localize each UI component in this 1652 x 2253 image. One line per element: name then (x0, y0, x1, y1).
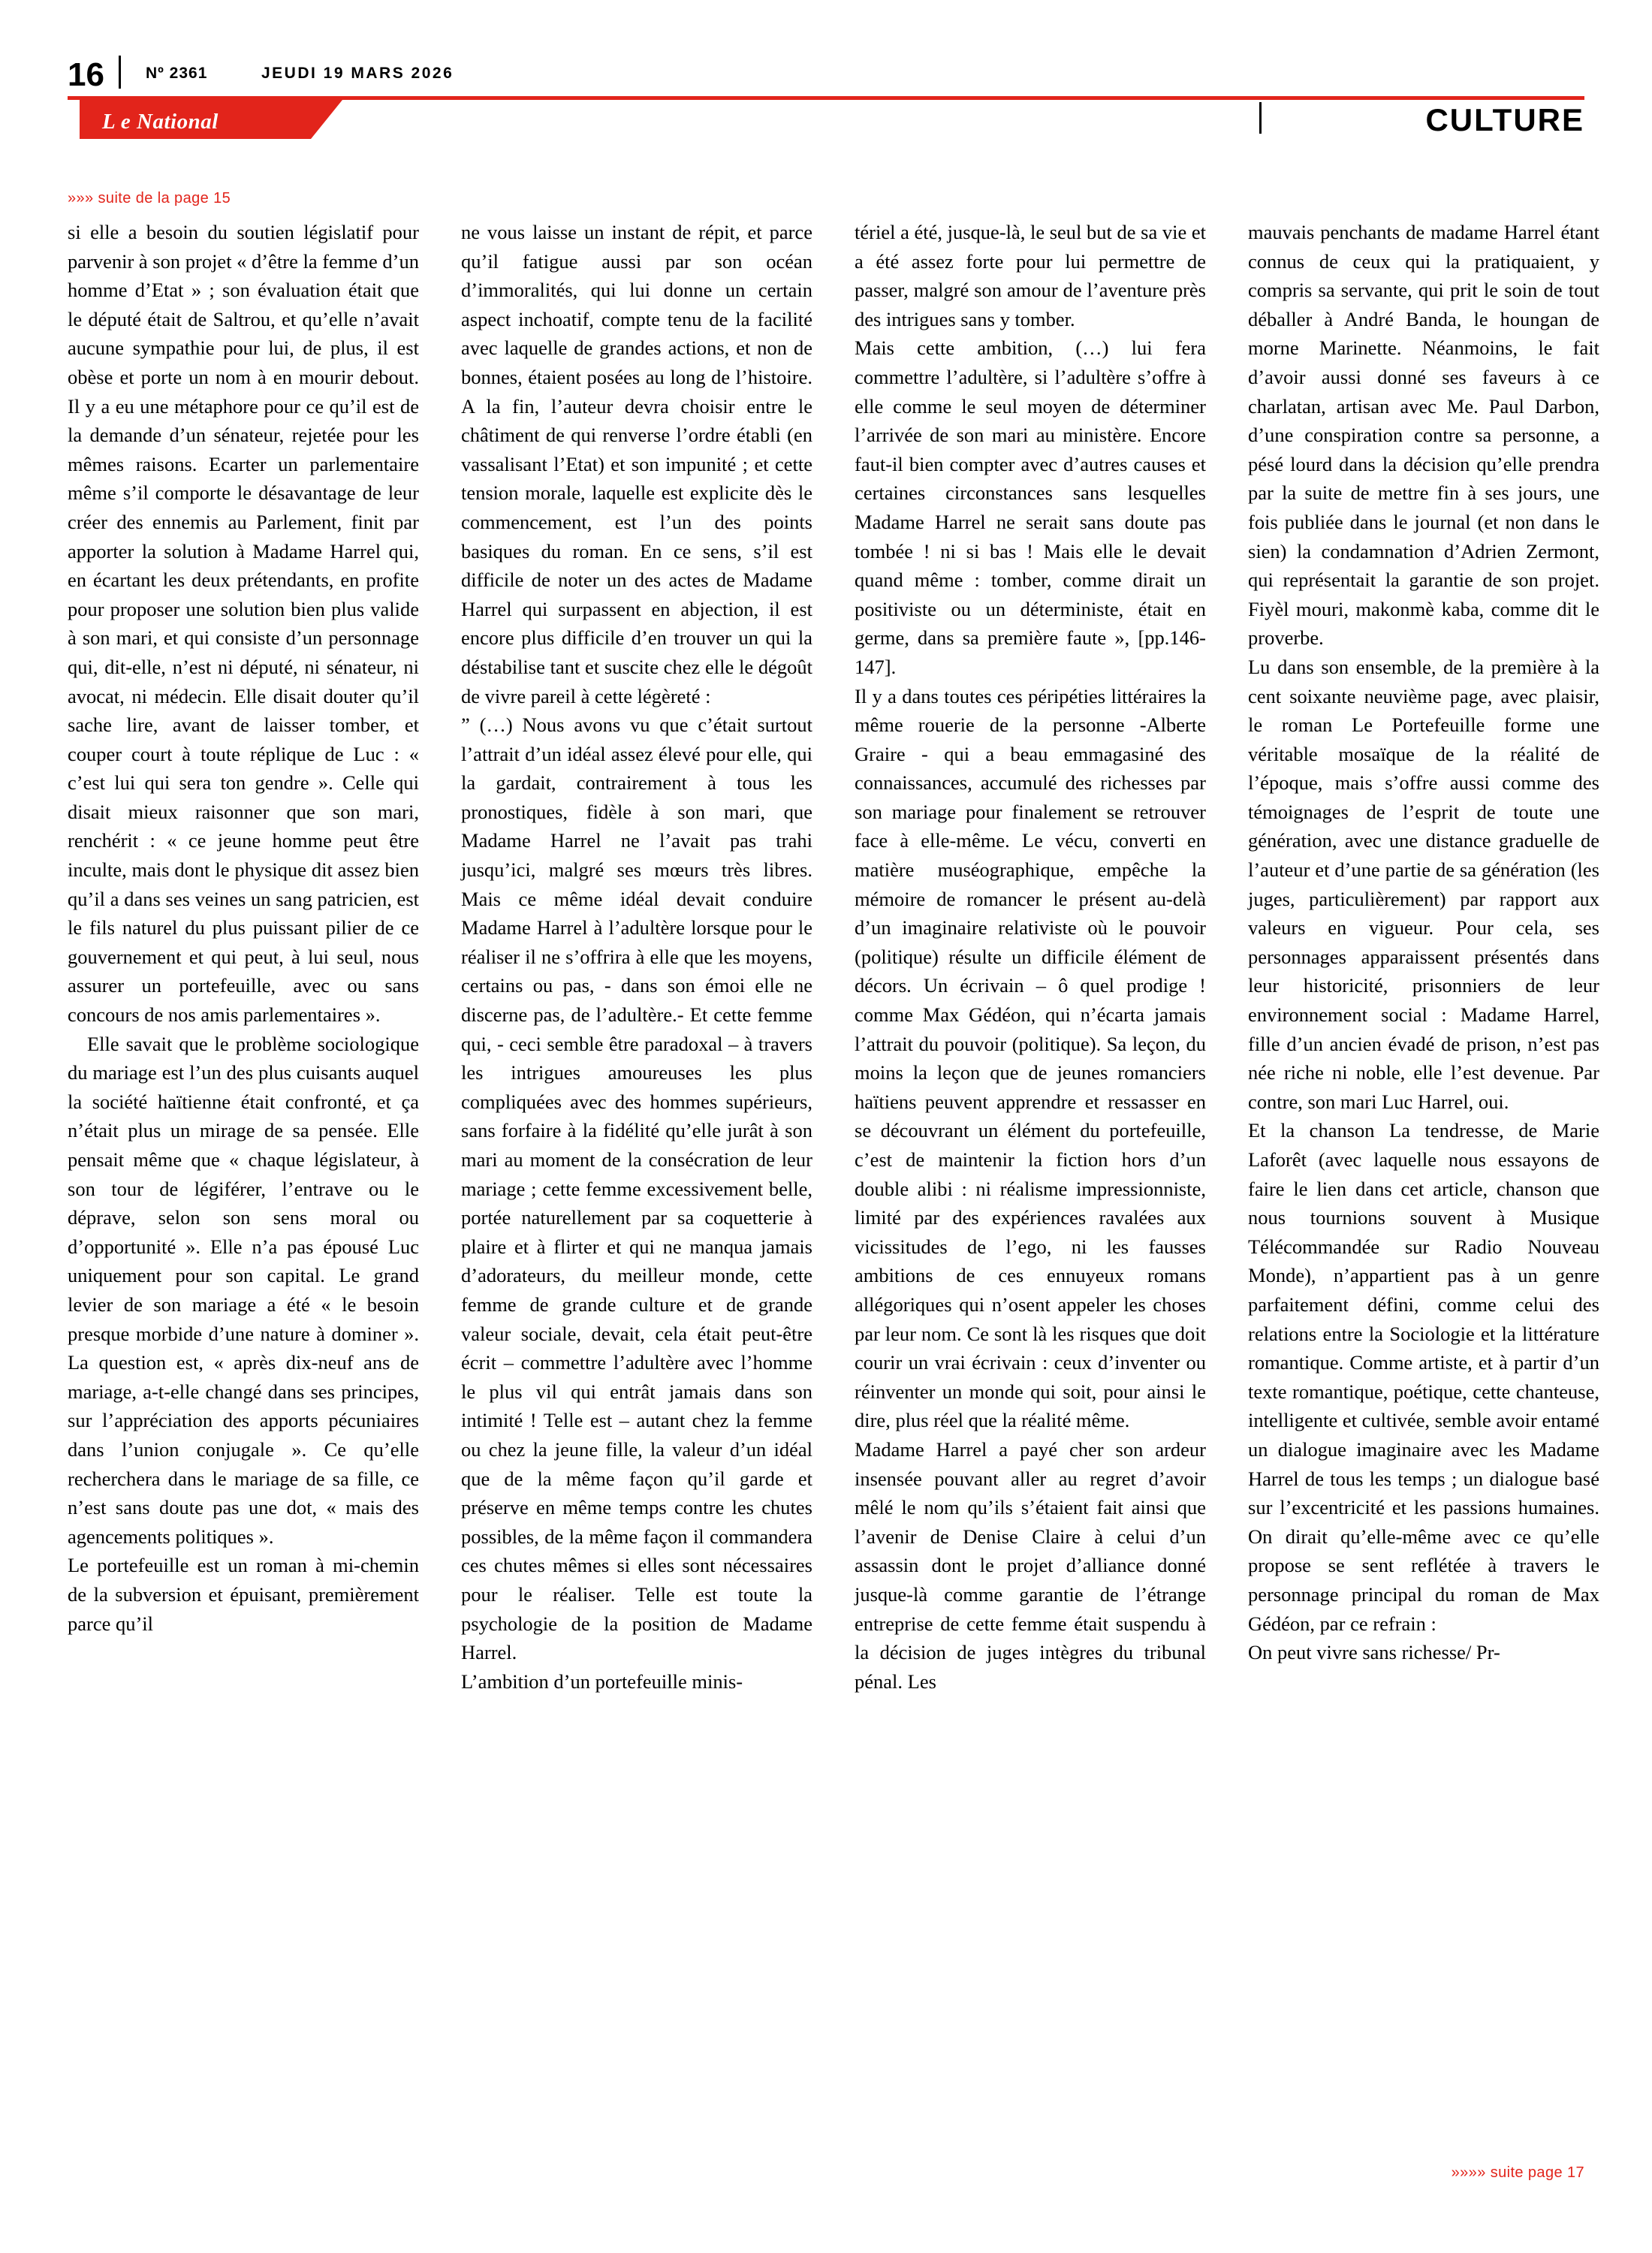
paragraph: On peut vivre sans richesse/ Pr- (1248, 1641, 1500, 1664)
paragraph: Il y a dans toutes ces péripéties littéraires la même rouerie de la personne -Alberte Graire - qui a beau emmagasiné des connaissances, accumulé des richesses par son mariage pour finalement se retrouver face à elle-même. Le vécu, converti en matière muséographique, empêche la mémoire de romancer le présent au-delà d’un imaginaire relativiste où le pouvoir (politique) résulte un difficile élément de décors. Un écrivain – ô quel prodige ! comme Max Gédéon, qui n’écarta jamais l’attrait du pouvoir (politique). Sa leçon, du moins la leçon que de jeunes romanciers haïtiens peuvent apprendre et ressasser en se découvrant un élément du portefeuille, c’est de maintenir la fiction hors d’un double alibi : ni réalisme impressionniste, limité par des expériences ravalées aux vicissitudes de l’ego, ni les fausses ambitions de ces ennuyeux romans allégoriques qui n’osent appeler les choses par leur nom. Ce sont là les risques que doit courir un vrai écrivain : ceux d’inventer ou réinventer un monde qui soit, pour ainsi le dire, plus réel que la réalité même. (855, 684, 1206, 1432)
article-body (68, 218, 1599, 2148)
continued-to-label: »»»» suite page 17 (1451, 2164, 1584, 2181)
page-number: 16 (68, 56, 104, 93)
paragraph: Le portefeuille est un roman à mi-chemin de la subversion et épuisant, premièrement parce qu’il (68, 1554, 419, 1635)
section-divider (1259, 102, 1262, 134)
column-2 (461, 218, 812, 2148)
issue-number: Nº 2361 (146, 65, 208, 82)
column-4 (1248, 218, 1599, 2148)
page-number-divider (119, 56, 121, 89)
paragraph: Elle savait que le problème sociologique du mariage est l’un des plus cuisants auquel la société haïtienne était confronté, et ça n’était plus un mirage de sa pensée. Elle pensait même que « chaque législateur, à son tour de légiférer, l’entrave ou le déprave, selon son sens moral ou d’opportunité ». Elle n’a pas épousé Luc uniquement pour son capital. Le grand levier de son mariage a été « le besoin presque morbide d’une nature à dominer ». La question est, « après dix-neuf ans de mariage, a-t-elle changé dans ses principes, sur l’appréciation des apports pécuniaires dans l’union conjugale ». Ce qu’elle recherchera dans le mariage de sa fille, ce n’est sans doute pas une dot, « mais des agencements politiques ». (68, 1032, 419, 1548)
brand-name: L e National (102, 110, 219, 134)
section-title: CULTURE (1425, 102, 1584, 137)
masthead (68, 56, 1584, 141)
paragraph: mauvais penchants de madame Harrel étant connus de ceux qui la pratiquaient, y compris sa servante, qui prit le soin de tout déballer à André Banda, le houngan de morne Marinette. Néanmoins, le fait d’avoir aussi donné ses faveurs à ce charlatan, artisan avec Me. Paul Darbon, d’une conspiration contre sa personne, a pésé lourd dans la décision qu’elle prendra par la suite de mettre fin à ses jours, une fois publiée dans le journal (et non dans le sien) la condamnation d’Adrien Zermont, qui représentait la garantie de son projet. Fiyèl mouri, makonmè kaba, comme dit le proverbe. (1248, 221, 1599, 650)
paragraph: si elle a besoin du soutien législatif pour parvenir à son projet « d’être la femme d’un homme d’Etat » ; son évaluation était que le député était de Saltrou, et qu’elle n’avait aucune sympathie pour lui, de plus, il est obèse et porte un nom à en mourir debout. Il y a eu une métaphore pour ce qu’il est de la demande d’un sénateur, rejetée pour les mêmes raisons. Ecarter un parlementaire même s’il comporte le désavantage de leur créer des ennemis au Parlement, finit par apporter la solution à Madame Harrel qui, en écartant les deux prétendants, en profite pour proposer une solution bien plus valide à son mari, et qui consiste d’un personnage qui, dit-elle, n’est ni député, ni sénateur, ni avocat, ni médecin. Elle disait douter qu’il sache lire, avant de laisser tomber, et couper court à toute réplique de Luc : « c’est lui qui sera ton gendre ». Celle qui disait mieux raisonner que son mari, renchérit : « ce jeune homme peut être inculte, mais dont le physique dit assez bien qu’il a dans ses veines un sang patricien, est le fils naturel du plus puissant pilier de ce gouvernement et qui peut, à lui seul, nous assurer un portefeuille, avec ou sans concours de nos amis parlementaires ». (68, 221, 419, 1027)
column-1 (68, 218, 419, 2148)
continued-from-label: »»» suite de la page 15 (68, 190, 231, 207)
paragraph: ” (…) Nous avons vu que c’était surtout l’attrait d’un idéal assez élevé pour elle, qui la gardait, contrairement à tous les pronostiques, fidèle à son mari, que Madame Harrel ne l’avait pas trahi jusqu’ici, malgré ses mœurs très libres. Mais ce même idéal devait conduire Madame Harrel à l’adultère lorsque pour le réaliser il ne s’offrira à elle que les moyens, certains ou pas, - dans son émoi elle ne discerne pas, de l’adultère.- Et cette femme qui, - ceci semble être paradoxal – à travers les intrigues amoureuses les plus compliquées avec des hommes supérieurs, sans forfaire à la fidélité qu’elle jurât à son mari au moment de la consécration de leur mariage ; cette femme excessivement belle, portée naturellement par sa coquetterie à plaire et à flirter et qui ne manqua jamais d’adorateurs, du meilleur monde, cette femme de grande culture et de grande valeur sociale, devait, cela était peut-être écrit – commettre l’adultère avec l’homme le plus vil qui entrât jamais dans son intimité ! Telle est – autant chez la femme ou chez la jeune fille, la valeur d’un idéal que de la même façon qu’il garde et préserve en même temps contre les chutes possibles, de la même façon il commandera ces chutes mêmes si elles sont nécessaires pour le réaliser. Telle est toute la psychologie de la position de Madame Harrel. (461, 713, 812, 1664)
paragraph: ne vous laisse un instant de répit, et parce qu’il fatigue aussi par son océan d’immoralités, qui lui donne un certain aspect inchoatif, compte tenu de la facilité avec laquelle de grandes actions, et non de bonnes, étaient posées au long de l’histoire. A la fin, l’auteur devra choisir entre le châtiment de qui renverse l’ordre établi (en vassalisant l’Etat) et son impunité ; et cette tension morale, laquelle est explicite dès le commencement, est l’un des points basiques du roman. En ce sens, s’il est difficile de noter un des actes de Madame Harrel qui surpassent en abjection, il est encore plus difficile d’en trouver un qui la déstabilise tant et suscite chez elle le dégoût de vivre pareil à cette légèreté : (461, 221, 812, 707)
paragraph: tériel a été, jusque-là, le seul but de sa vie et a été assez forte pour lui permettre de passer, malgré son amour de l’aventure près des intrigues sans y tomber. (855, 221, 1206, 330)
issue-date: JEUDI 19 MARS 2026 (261, 65, 454, 82)
header-rule (68, 96, 1584, 100)
paragraph: Lu dans son ensemble, de la première à la cent soixante neuvième page, avec plaisir, le roman Le Portefeuille forme une véritable mosaïque de la réalité de l’époque, mais s’offre aussi comme des témoignages de l’esprit de toute une génération, avec une distance graduelle de l’auteur et d’une partie de sa génération (les juges, particulièrement) par rapport aux valeurs en vigueur. Pour cela, ses personnages apparaissent présentés dans leur historicité, prisonniers de leur environnement social : Madame Harrel, fille d’un ancien évadé de prison, n’est pas née riche ni noble, elle l’est devenue. Par contre, son mari Luc Harrel, oui. (1248, 655, 1599, 1113)
column-3 (855, 218, 1206, 2148)
paragraph: Madame Harrel a payé cher son ardeur insensée pouvant aller au regret d’avoir mêlé le nom qu’ils s’étaient fait ainsi que l’avenir de Denise Claire à celui d’un assassin dont le projet d’alliance donné jusque-là comme garantie de l’étrange entreprise de cette femme était suspendu à la décision de juges intègres du tribunal pénal. Les (855, 1437, 1206, 1693)
paragraph: L’ambition d’un portefeuille minis- (461, 1669, 743, 1693)
paragraph: Mais cette ambition, (…) lui fera commettre l’adultère, si l’adultère s’offre à elle comme le seul moyen de déterminer l’arrivée de son mari au ministère. Encore faut-il bien compter avec d’autres causes et certaines circonstances sans lesquelles Madame Harrel ne serait sans doute pas tombée ! ni si bas ! Mais elle le devait quand même : tomber, comme dirait un positiviste ou un déterministe, était en germe, dans sa première faute », [pp.146-147]. (855, 336, 1206, 678)
paragraph: Et la chanson La tendresse, de Marie Laforêt (avec laquelle nous essayons de faire le lien dans cet article, chanson que nous tournions souvent à Musique Télécommandée sur Radio Nouveau Monde), n’appartient pas à un genre parfaitement défini, comme celui des relations entre la Sociologie et la littérature romantique. Comme artiste, et à partir d’un texte romantique, poétique, cette chanteuse, intelligente et cultivée, semble avoir entamé un dialogue imaginaire avec les Madame Harrel de tous les temps ; un dialogue basé sur l’excentricité et les passions humaines. On dirait qu’elle-même avec ce qu’elle propose se sent reflétée à travers le personnage principal du roman de Max Gédéon, par ce refrain : (1248, 1119, 1599, 1635)
